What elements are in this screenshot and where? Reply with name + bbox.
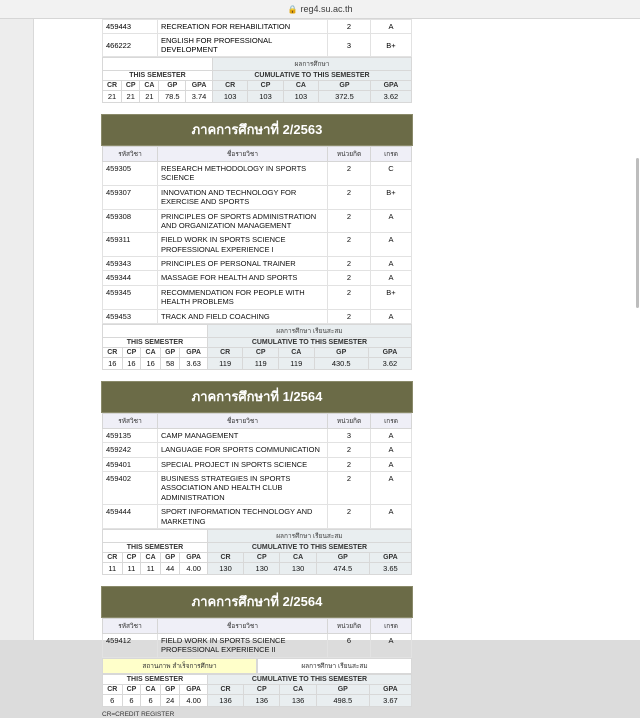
val-cr-cum: 136 <box>207 694 243 706</box>
table-row <box>103 20 412 34</box>
col-ca-cum: CA <box>280 552 316 562</box>
course-credit: 2 <box>328 20 371 34</box>
col-cp-cum: CP <box>244 552 280 562</box>
val-ca: 16 <box>141 357 161 369</box>
val-cp-cum: 136 <box>244 694 280 706</box>
course-code: 459443 <box>103 20 158 34</box>
col-gpa: GPA <box>186 81 213 91</box>
val-gp-cum: 430.5 <box>314 357 368 369</box>
val-gp-cum: 498.5 <box>316 694 369 706</box>
col-gp-cum: GP <box>316 552 369 562</box>
col-gpa-cum: GPA <box>369 684 411 694</box>
summary-table <box>102 324 412 370</box>
course-grade: A <box>371 309 412 323</box>
course-credit: 2 <box>328 257 371 271</box>
course-credit: 2 <box>328 443 371 457</box>
course-credit: 2 <box>328 457 371 471</box>
col-cr: CR <box>103 347 123 357</box>
val-ca: 21 <box>140 91 159 103</box>
col-cr-cum: CR <box>207 684 243 694</box>
top-course-rows <box>102 19 412 57</box>
col-cp-cum: CP <box>244 684 280 694</box>
course-name: LANGUAGE FOR SPORTS COMMUNICATION <box>158 443 328 457</box>
course-name: SPORT INFORMATION TECHNOLOGY AND MARKETING <box>158 505 328 529</box>
col-ca-cum: CA <box>283 81 318 91</box>
summary-result-label <box>103 324 208 337</box>
col-cr-cum: CR <box>212 81 247 91</box>
footer-note: CR=CREDIT REGISTER <box>102 710 175 718</box>
course-credit: 2 <box>328 309 371 323</box>
summary-cumulative-label: CUMULATIVE TO THIS SEMESTER <box>207 674 411 684</box>
header-grade: เกรด <box>371 618 412 633</box>
val-cp: 6 <box>122 694 141 706</box>
summary-this-semester-label: THIS SEMESTER <box>103 542 208 552</box>
col-cp-cum: CP <box>243 347 279 357</box>
col-ca: CA <box>141 347 161 357</box>
term-title: ภาคการศึกษาที่ 2/2563 <box>101 114 413 146</box>
header-credit: หน่วยกิต <box>328 618 371 633</box>
course-grade: B+ <box>371 185 412 209</box>
summary-this-semester-label: THIS SEMESTER <box>103 71 213 81</box>
col-gp: GP <box>160 347 180 357</box>
table-row <box>103 505 412 529</box>
col-cp-cum: CP <box>248 81 283 91</box>
course-grade: A <box>371 271 412 285</box>
val-cr-cum: 130 <box>207 562 243 574</box>
course-grade: B+ <box>371 285 412 309</box>
col-ca: CA <box>141 684 161 694</box>
course-credit: 3 <box>328 34 371 57</box>
val-ca-cum: 136 <box>280 694 316 706</box>
summary-result-label-cum: ผลการศึกษา <box>212 58 411 71</box>
col-cr-cum: CR <box>207 347 243 357</box>
summary-cumulative-label: CUMULATIVE TO THIS SEMESTER <box>207 542 411 552</box>
summary-result-label-cum: ผลการศึกษา เรียนสะสม <box>207 529 411 542</box>
course-code: 466222 <box>103 34 158 57</box>
url-text: reg4.su.ac.th <box>300 4 353 14</box>
course-name: RECOMMENDATION FOR PEOPLE WITH HEALTH PROBLEMS <box>158 285 328 309</box>
table-row <box>103 309 412 323</box>
val-cp: 11 <box>122 562 141 574</box>
val-gpa: 3.74 <box>186 91 213 103</box>
val-gpa-cum: 3.62 <box>368 357 411 369</box>
page-right-gutter <box>480 19 640 640</box>
course-credit: 2 <box>328 162 371 186</box>
col-gpa-cum: GPA <box>370 81 411 91</box>
col-ca-cum: CA <box>279 347 315 357</box>
course-code: 459308 <box>103 209 158 233</box>
val-ca: 11 <box>141 562 161 574</box>
val-gpa: 4.00 <box>180 562 207 574</box>
col-ca: CA <box>140 81 159 91</box>
header-credit: หน่วยกิต <box>328 147 371 162</box>
status-result-label: ผลการศึกษา เรียนสะสม <box>257 658 412 674</box>
header-course-name: ชื่อรายวิชา <box>158 413 328 428</box>
col-gp: GP <box>160 552 180 562</box>
val-cr: 21 <box>103 91 122 103</box>
col-cr-cum: CR <box>207 552 243 562</box>
col-cp: CP <box>122 81 140 91</box>
val-cr-cum: 119 <box>207 357 243 369</box>
val-ca-cum: 130 <box>280 562 316 574</box>
table-row <box>103 233 412 257</box>
page-scrollbar[interactable] <box>635 38 640 659</box>
course-credit: 2 <box>328 233 371 257</box>
course-code: 459444 <box>103 505 158 529</box>
col-gpa: GPA <box>180 552 207 562</box>
term-title: ภาคการศึกษาที่ 2/2564 <box>101 586 413 618</box>
val-gpa-cum: 3.65 <box>369 562 411 574</box>
val-ca-cum: 103 <box>283 91 318 103</box>
table-row <box>103 257 412 271</box>
course-grade: A <box>371 472 412 505</box>
course-code: 459343 <box>103 257 158 271</box>
course-name: TRACK AND FIELD COACHING <box>158 309 328 323</box>
course-grade: A <box>371 257 412 271</box>
col-cp: CP <box>122 347 141 357</box>
course-name: INNOVATION AND TECHNOLOGY FOR EXERCISE AND SPORTS <box>158 185 328 209</box>
course-code: 459135 <box>103 428 158 442</box>
summary-table <box>102 57 412 103</box>
course-code: 459311 <box>103 233 158 257</box>
course-grade: B+ <box>371 34 412 57</box>
table-row <box>103 34 412 57</box>
val-cp-cum: 119 <box>243 357 279 369</box>
col-cr: CR <box>103 552 123 562</box>
course-code: 459242 <box>103 443 158 457</box>
course-code: 459453 <box>103 309 158 323</box>
val-gp-cum: 474.5 <box>316 562 369 574</box>
course-code: 459412 <box>103 633 158 657</box>
course-grade: A <box>371 633 412 657</box>
course-credit: 2 <box>328 185 371 209</box>
course-credit: 2 <box>328 209 371 233</box>
table-row <box>103 285 412 309</box>
table-row <box>103 271 412 285</box>
transcript-content <box>34 19 480 718</box>
summary-table <box>102 674 412 707</box>
header-course-code: รหัสวิชา <box>103 618 158 633</box>
summary-cumulative-label: CUMULATIVE TO THIS SEMESTER <box>207 337 411 347</box>
val-cp-cum: 103 <box>248 91 283 103</box>
col-ca-cum: CA <box>280 684 316 694</box>
scrollbar-thumb[interactable] <box>636 158 639 308</box>
course-name: MASSAGE FOR HEALTH AND SPORTS <box>158 271 328 285</box>
course-name: PRINCIPLES OF SPORTS ADMINISTRATION AND ORGANIZATION MANAGEMENT <box>158 209 328 233</box>
header-course-code: รหัสวิชา <box>103 147 158 162</box>
course-name: ENGLISH FOR PROFESSIONAL DEVELOPMENT <box>158 34 328 57</box>
val-gp: 24 <box>160 694 180 706</box>
table-row <box>103 472 412 505</box>
col-gpa: GPA <box>180 347 207 357</box>
course-code: 459402 <box>103 472 158 505</box>
col-cp: CP <box>122 684 141 694</box>
course-grade: A <box>371 20 412 34</box>
col-gpa-cum: GPA <box>369 552 411 562</box>
val-ca-cum: 119 <box>279 357 315 369</box>
col-ca: CA <box>141 552 161 562</box>
table-row <box>103 457 412 471</box>
course-code: 459345 <box>103 285 158 309</box>
header-course-name: ชื่อรายวิชา <box>158 147 328 162</box>
summary-result-label <box>103 529 208 542</box>
course-code: 459344 <box>103 271 158 285</box>
course-grade: A <box>371 428 412 442</box>
course-code: 459307 <box>103 185 158 209</box>
table-row <box>103 633 412 657</box>
course-credit: 6 <box>328 633 371 657</box>
course-credit: 3 <box>328 428 371 442</box>
val-gp: 78.5 <box>159 91 186 103</box>
val-ca: 6 <box>141 694 161 706</box>
course-credit: 2 <box>328 271 371 285</box>
course-name: PRINCIPLES OF PERSONAL TRAINER <box>158 257 328 271</box>
table-row <box>103 443 412 457</box>
summary-this-semester-label: THIS SEMESTER <box>103 337 208 347</box>
course-name: BUSINESS STRATEGIES IN SPORTS ASSOCIATION AND HEALTH CLUB ADMINISTRATION <box>158 472 328 505</box>
val-cr: 11 <box>103 562 123 574</box>
val-gp: 44 <box>160 562 180 574</box>
page-left-gutter <box>0 19 34 640</box>
term-title: ภาคการศึกษาที่ 1/2564 <box>101 381 413 413</box>
course-credit: 2 <box>328 285 371 309</box>
header-credit: หน่วยกิต <box>328 413 371 428</box>
status-row <box>102 658 412 674</box>
val-cp-cum: 130 <box>244 562 280 574</box>
document-page <box>0 19 640 718</box>
val-gpa: 4.00 <box>180 694 207 706</box>
course-code: 459305 <box>103 162 158 186</box>
course-credit: 2 <box>328 472 371 505</box>
val-cp: 16 <box>122 357 141 369</box>
val-cp: 21 <box>122 91 140 103</box>
header-grade: เกรด <box>371 147 412 162</box>
val-gp-cum: 372.5 <box>319 91 371 103</box>
course-grade: A <box>371 443 412 457</box>
course-name: FIELD WORK IN SPORTS SCIENCE PROFESSIONAL EXPERIENCE I <box>158 233 328 257</box>
col-gp-cum: GP <box>316 684 369 694</box>
lock-icon: 🔒 <box>287 4 298 14</box>
course-grade: A <box>371 209 412 233</box>
course-grade: A <box>371 505 412 529</box>
val-gpa-cum: 3.67 <box>369 694 411 706</box>
table-row <box>103 185 412 209</box>
course-name: FIELD WORK IN SPORTS SCIENCE PROFESSIONAL EXPERIENCE II <box>158 633 328 657</box>
col-gpa: GPA <box>180 684 207 694</box>
summary-table <box>102 529 412 575</box>
summary-this-semester-label: THIS SEMESTER <box>103 674 208 684</box>
val-cr: 16 <box>103 357 123 369</box>
course-table <box>102 618 412 658</box>
summary-result-label <box>103 58 213 71</box>
header-grade: เกรด <box>371 413 412 428</box>
course-code: 459401 <box>103 457 158 471</box>
status-badge: สถานภาพ สำเร็จการศึกษา <box>102 658 257 674</box>
course-name: SPECIAL PROJECT IN SPORTS SCIENCE <box>158 457 328 471</box>
course-name: RESEARCH METHODOLOGY IN SPORTS SCIENCE <box>158 162 328 186</box>
col-gpa-cum: GPA <box>368 347 411 357</box>
table-row <box>103 209 412 233</box>
val-cr-cum: 103 <box>212 91 247 103</box>
col-gp: GP <box>160 684 180 694</box>
val-gp: 58 <box>160 357 180 369</box>
col-cp: CP <box>122 552 141 562</box>
course-name: RECREATION FOR REHABILITATION <box>158 20 328 34</box>
table-row <box>103 428 412 442</box>
table-row <box>103 162 412 186</box>
course-name: CAMP MANAGEMENT <box>158 428 328 442</box>
summary-cumulative-label: CUMULATIVE TO THIS SEMESTER <box>212 71 411 81</box>
col-gp-cum: GP <box>314 347 368 357</box>
header-course-code: รหัสวิชา <box>103 413 158 428</box>
col-gp: GP <box>159 81 186 91</box>
course-table <box>102 413 412 529</box>
summary-result-label-cum: ผลการศึกษา เรียนสะสม <box>207 324 411 337</box>
header-course-name: ชื่อรายวิชา <box>158 618 328 633</box>
col-cr: CR <box>103 81 122 91</box>
course-grade: A <box>371 457 412 471</box>
course-credit: 2 <box>328 505 371 529</box>
val-gpa-cum: 3.62 <box>370 91 411 103</box>
course-table <box>102 146 412 324</box>
val-gpa: 3.63 <box>180 357 207 369</box>
col-gp-cum: GP <box>319 81 371 91</box>
course-grade: A <box>371 233 412 257</box>
browser-url-bar[interactable] <box>0 0 640 19</box>
course-grade: C <box>371 162 412 186</box>
val-cr: 6 <box>103 694 123 706</box>
col-cr: CR <box>103 684 123 694</box>
